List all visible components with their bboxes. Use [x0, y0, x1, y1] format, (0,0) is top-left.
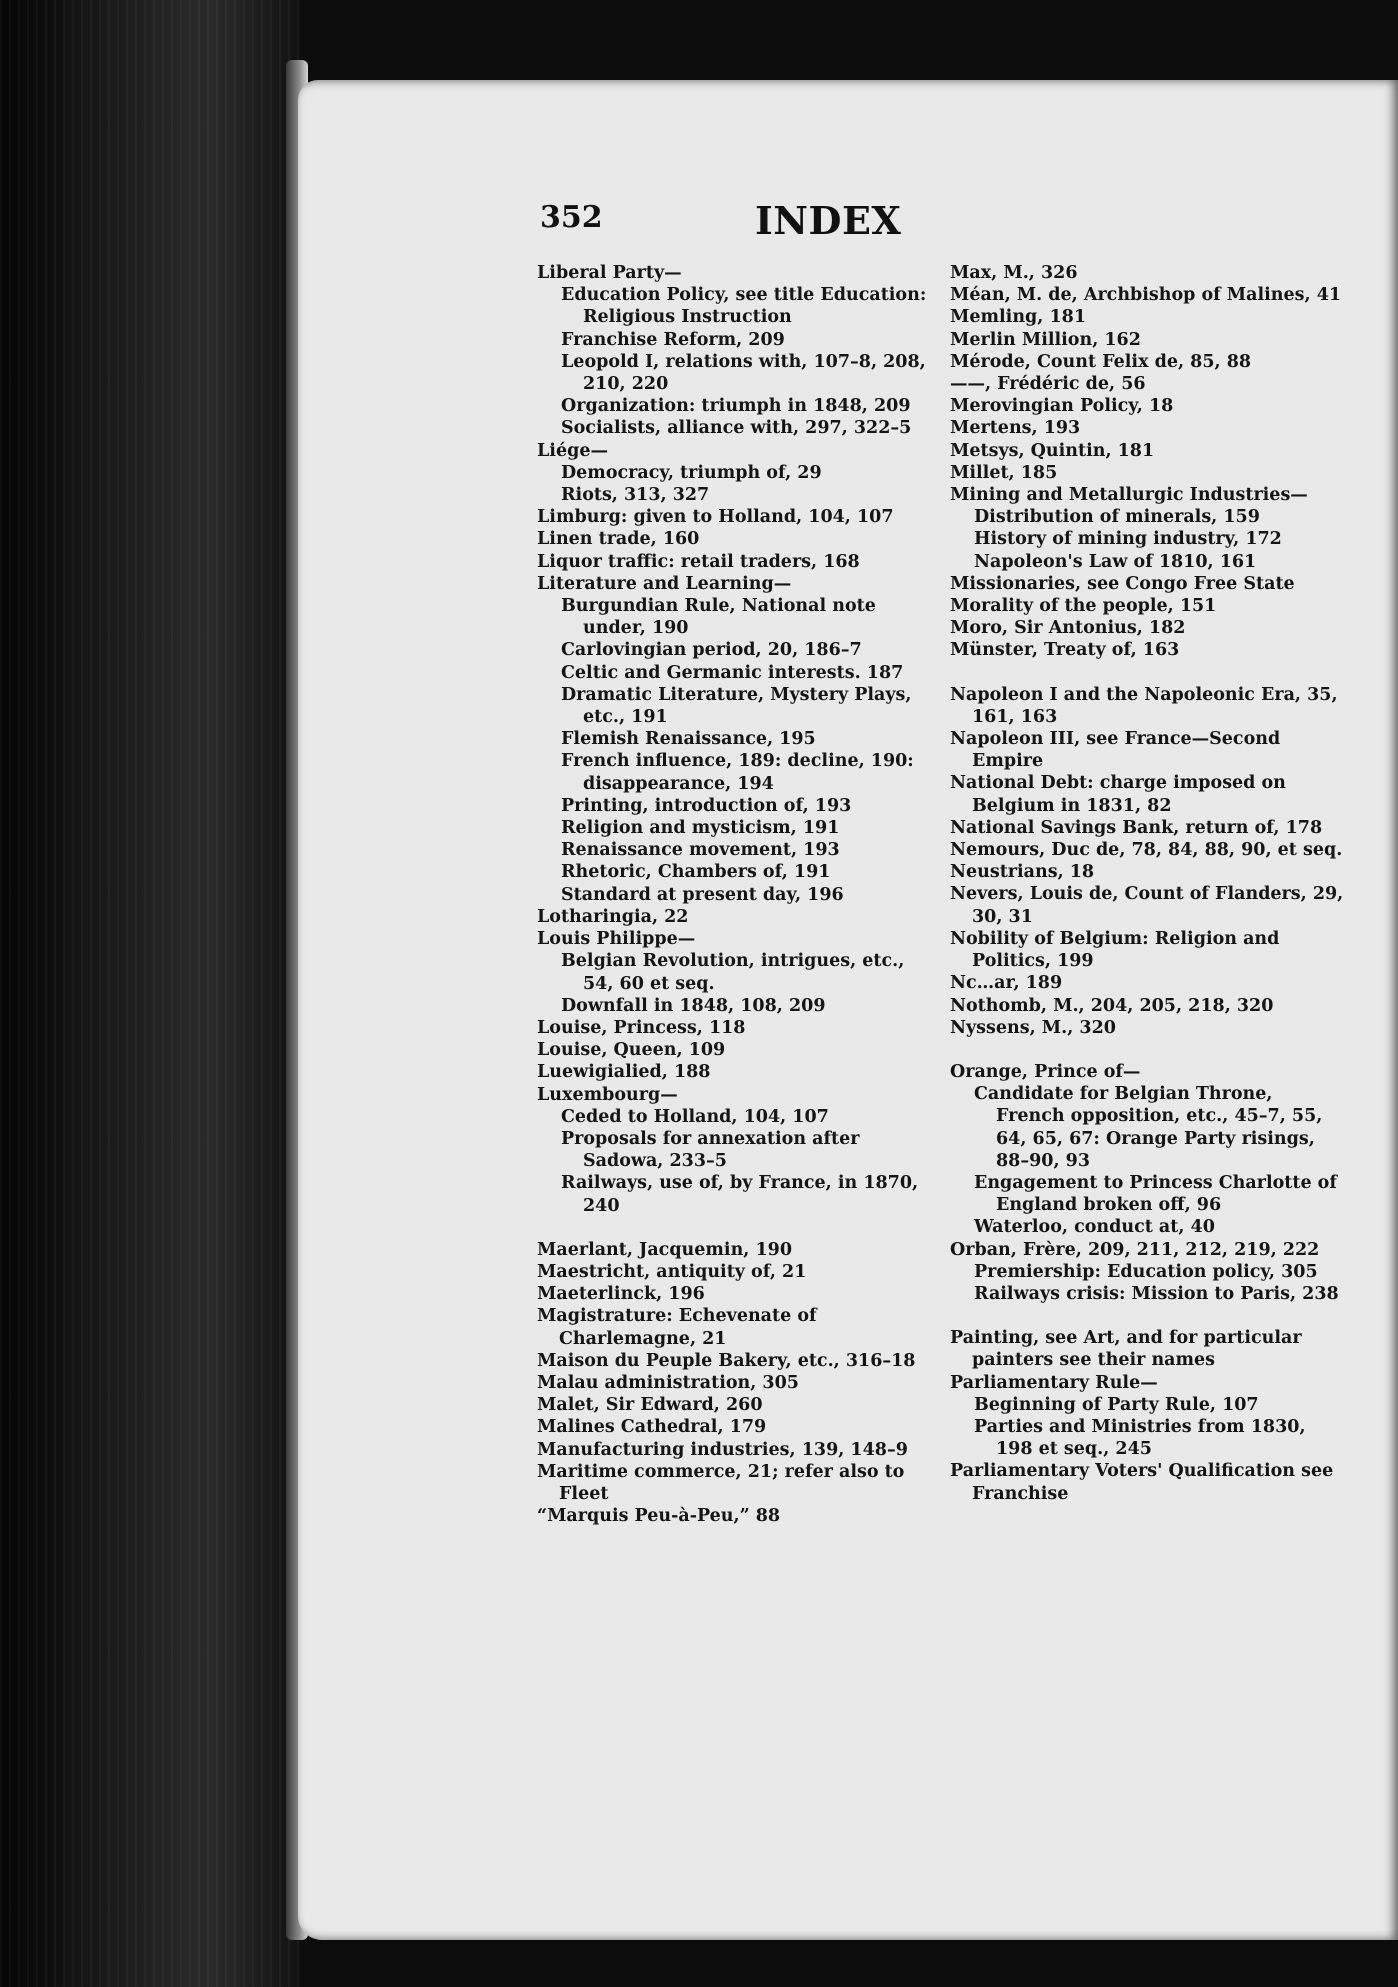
index-entry: Mertens, 193: [950, 418, 1081, 439]
index-entry: Merovingian Policy, 18: [950, 396, 1174, 417]
index-column-right: [950, 262, 1344, 1505]
page-header: [540, 200, 1060, 244]
index-entry: Maison du Peuple Bakery, etc., 316–18: [537, 1350, 916, 1371]
index-subentry: Downfall in 1848, 108, 209: [561, 995, 826, 1016]
index-entry: Parliamentary Voters' Qualification see Franchise: [950, 1461, 1334, 1504]
index-entry: “Marquis Peu-à-Peu,” 88: [537, 1506, 781, 1527]
index-entry: Malet, Sir Edward, 260: [537, 1395, 763, 1416]
index-entry: Liége—: [537, 440, 608, 461]
index-entry: Napoleon I and the Napoleonic Era, 35, 161, 163: [950, 684, 1338, 727]
index-subentry: Engagement to Princess Charlotte of England broken off, 96: [974, 1172, 1337, 1216]
index-entry: Linen trade, 160: [537, 529, 700, 550]
index-entry: Münster, Treaty of, 163: [950, 640, 1180, 661]
index-entry: Malines Cathedral, 179: [537, 1417, 767, 1438]
index-entry: Nevers, Louis de, Count of Flanders, 29, 30, 31: [950, 884, 1344, 927]
index-subentry: Candidate for Belgian Throne, French opposition, etc., 45–7, 55, 64, 65, 67: Orange Party risings, 88–90, 93: [974, 1084, 1323, 1171]
index-subentry: Riots, 313, 327: [561, 485, 710, 506]
index-entry: Magistrature: Echevenate of Charlemagne, 21: [537, 1306, 817, 1349]
index-entry: Nyssens, M., 320: [950, 1017, 1116, 1038]
index-subentry: Renaissance movement, 193: [561, 840, 840, 861]
index-subentry: Parties and Ministries from 1830, 198 et seq., 245: [974, 1416, 1306, 1460]
index-subentry: History of mining industry, 172: [974, 529, 1282, 550]
index-entry: Max, M., 326: [950, 263, 1078, 283]
index-entry: Louise, Princess, 118: [537, 1017, 746, 1038]
index-entry: Memling, 181: [950, 307, 1086, 328]
index-entry: Malau administration, 305: [537, 1372, 799, 1393]
index-entry: Manufacturing industries, 139, 148–9: [537, 1439, 908, 1460]
index-entry: Maestricht, antiquity of, 21: [537, 1261, 807, 1282]
index-entry: Maerlant, Jacquemin, 190: [537, 1239, 793, 1260]
index-subentry: Proposals for annexation after Sadowa, 233–5: [561, 1128, 860, 1172]
index-entry: Orban, Frère, 209, 211, 212, 219, 222: [950, 1239, 1320, 1260]
index-entry: Nobility of Belgium: Religion and Politics, 199: [950, 928, 1280, 972]
index-subentry: Railways crisis: Mission to Paris, 238: [974, 1283, 1339, 1304]
index-entry: Nemours, Duc de, 78, 84, 88, 90, et seq.: [950, 840, 1343, 861]
index-entry: ——, Frédéric de, 56: [950, 374, 1146, 395]
index-subentry: Leopold I, relations with, 107–8, 208, 210, 220: [561, 351, 926, 395]
index-entry: Metsys, Quintin, 181: [950, 440, 1155, 461]
index-entry: Neustrians, 18: [950, 862, 1095, 883]
index-entry: Liberal Party—: [537, 263, 682, 283]
index-entry: Maritime commerce, 21; refer also to Fleet: [537, 1461, 905, 1504]
index-subentry: Organization: triumph in 1848, 209: [561, 396, 911, 417]
index-entry: Moro, Sir Antonius, 182: [950, 618, 1186, 639]
index-subentry: Ceded to Holland, 104, 107: [561, 1106, 829, 1127]
running-title: INDEX: [755, 198, 902, 243]
index-subentry: Celtic and Germanic interests. 187: [561, 662, 904, 683]
index-entry: Mérode, Count Felix de, 85, 88: [950, 351, 1252, 372]
index-entry: Painting, see Art, and for particular painters see their names: [950, 1328, 1302, 1371]
index-entry: Nothomb, M., 204, 205, 218, 320: [950, 995, 1274, 1016]
index-entry: Millet, 185: [950, 462, 1058, 483]
index-entry: Orange, Prince of—: [950, 1061, 1141, 1082]
index-entry: Luewigialied, 188: [537, 1062, 711, 1083]
index-entry: Parliamentary Rule—: [950, 1372, 1158, 1393]
index-entry: Nc…ar, 189: [950, 973, 1063, 994]
index-entry: Luxembourg—: [537, 1084, 678, 1105]
index-entry: Méan, M. de, Archbishop of Malines, 41: [950, 285, 1342, 306]
index-entry: Missionaries, see Congo Free State: [950, 573, 1295, 594]
index-subentry: Dramatic Literature, Mystery Plays, etc., 191: [561, 684, 912, 728]
index-subentry: French influence, 189: decline, 190: disappearance, 194: [561, 751, 914, 794]
index-subentry: Democracy, triumph of, 29: [561, 462, 822, 483]
index-entry: National Debt: charge imposed on Belgium in 1831, 82: [950, 773, 1286, 816]
index-subentry: Standard at present day, 196: [561, 884, 844, 905]
index-subentry: Napoleon's Law of 1810, 161: [974, 551, 1257, 572]
index-subentry: Flemish Renaissance, 195: [561, 729, 816, 750]
book-spine: [0, 0, 300, 1987]
index-subentry: Burgundian Rule, National note under, 190: [561, 596, 876, 639]
index-subentry: Education Policy, see title Education: Religious Instruction: [561, 285, 927, 328]
index-subentry: Premiership: Education policy, 305: [974, 1261, 1318, 1282]
index-subentry: Franchise Reform, 209: [561, 329, 785, 350]
index-entry: Louise, Queen, 109: [537, 1040, 726, 1061]
index-subentry: Waterloo, conduct at, 40: [974, 1217, 1215, 1238]
index-entry: Literature and Learning—: [537, 573, 792, 594]
index-entry: Limburg: given to Holland, 104, 107: [537, 507, 894, 528]
index-entry: National Savings Bank, return of, 178: [950, 817, 1323, 838]
index-subentry: Religion and mysticism, 191: [561, 818, 840, 839]
index-subentry: Printing, introduction of, 193: [561, 795, 852, 816]
index-entry: Liquor traffic: retail traders, 168: [537, 551, 860, 572]
index-subentry: Belgian Revolution, intrigues, etc., 54, 60 et seq.: [561, 951, 905, 994]
page-number: 352: [540, 200, 603, 235]
index-entry: Napoleon III, see France—Second Empire: [950, 729, 1281, 772]
index-entry: Louis Philippe—: [537, 929, 696, 950]
index-subentry: Socialists, alliance with, 297, 322–5: [561, 418, 912, 439]
index-column-left: [537, 262, 935, 1527]
index-subentry: Railways, use of, by France, in 1870, 240: [561, 1173, 919, 1216]
index-entry: Morality of the people, 151: [950, 596, 1217, 617]
index-subentry: Distribution of minerals, 159: [974, 507, 1260, 528]
index-entry: Merlin Million, 162: [950, 329, 1141, 350]
index-entry: Maeterlinck, 196: [537, 1284, 705, 1305]
index-subentry: Carlovingian period, 20, 186–7: [561, 640, 862, 661]
index-entry: Lotharingia, 22: [537, 906, 689, 927]
index-subentry: Rhetoric, Chambers of, 191: [561, 862, 831, 883]
index-subentry: Beginning of Party Rule, 107: [974, 1394, 1259, 1415]
index-entry: Mining and Metallurgic Industries—: [950, 485, 1308, 506]
